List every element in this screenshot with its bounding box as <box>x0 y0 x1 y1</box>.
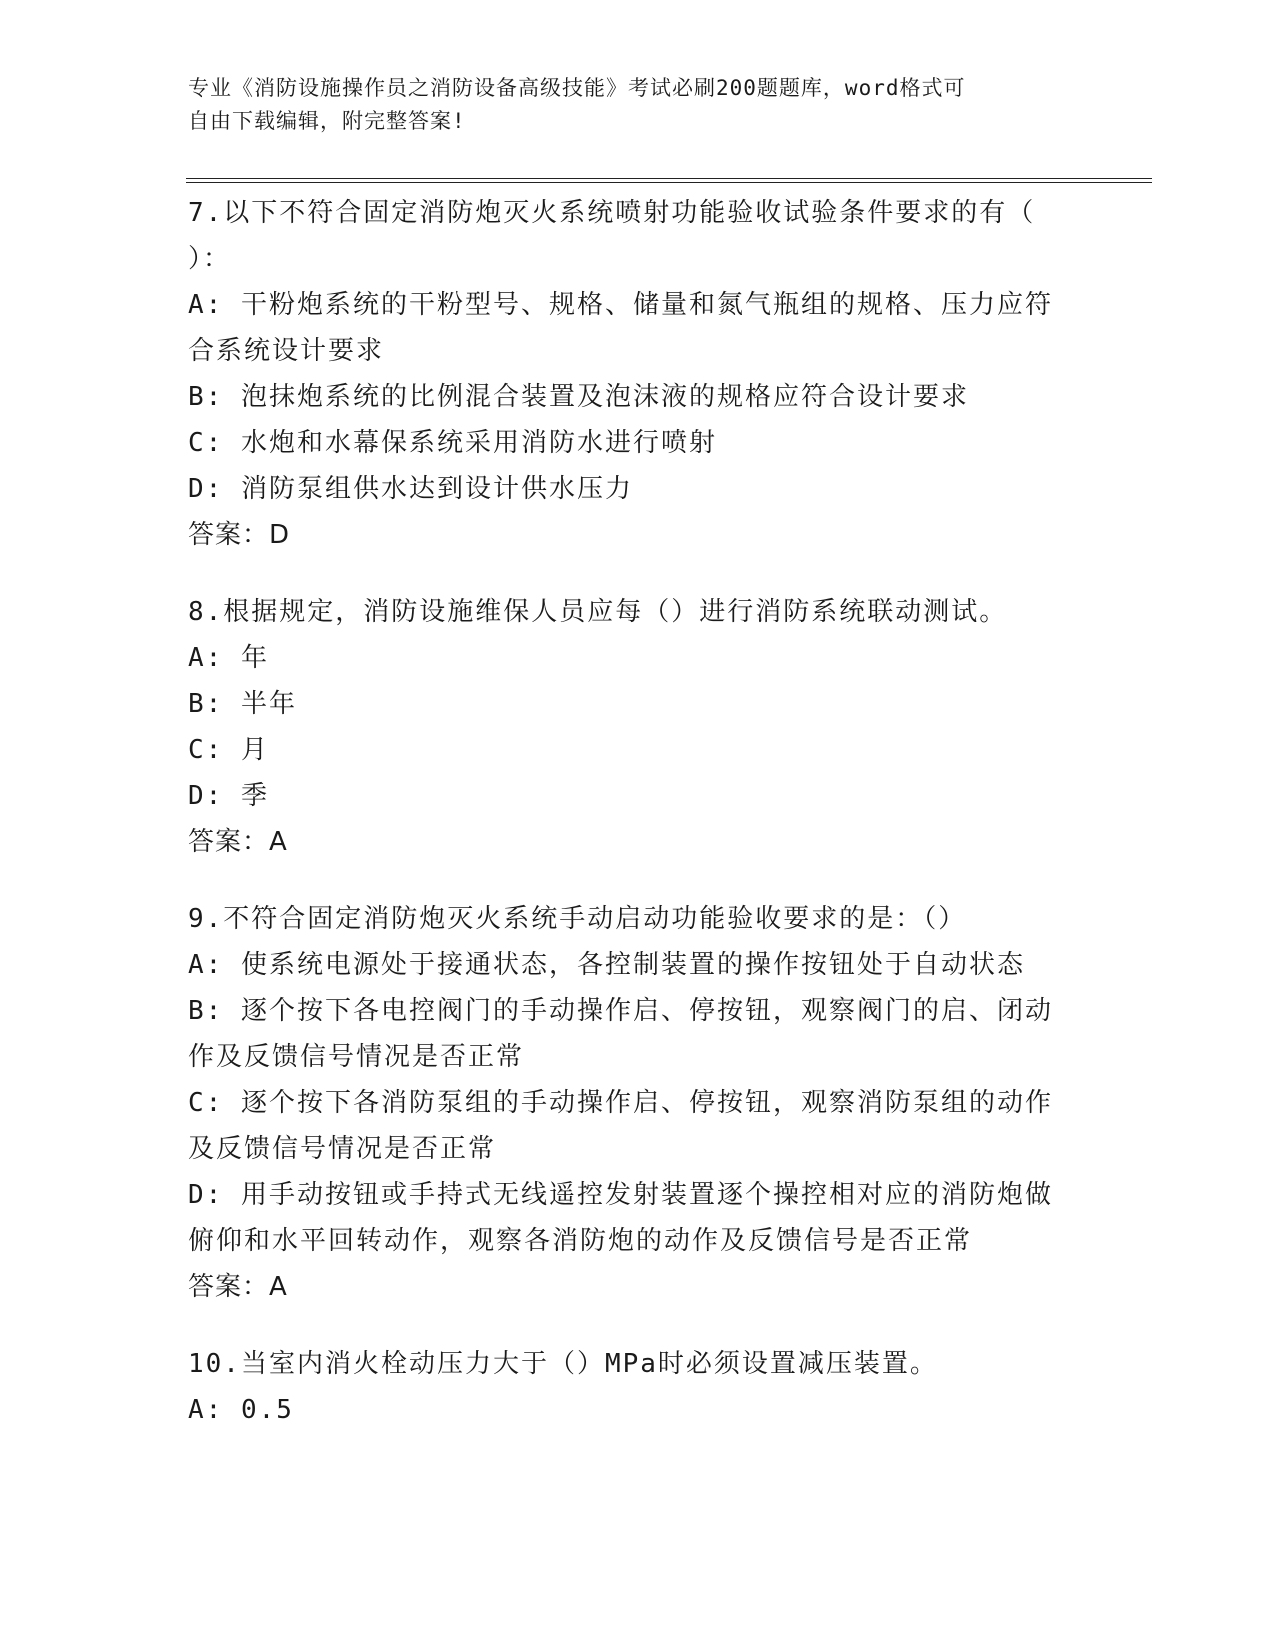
document-header <box>188 72 1088 138</box>
question-stem: 7.以下不符合固定消防炮灭火系统喷射功能验收试验条件要求的有（ <box>188 198 1036 228</box>
option-d: D: 季 <box>188 781 269 811</box>
option-d: 俯仰和水平回转动作，观察各消防炮的动作及反馈信号是否正常 <box>188 1226 973 1256</box>
option-b: 作及反馈信号情况是否正常 <box>188 1042 525 1072</box>
option-d: D: 消防泵组供水达到设计供水压力 <box>188 474 633 504</box>
option-c: C: 水炮和水幕保系统采用消防水进行喷射 <box>188 428 717 458</box>
answer-label: 答案：A <box>188 1272 288 1302</box>
question-stem: ）： <box>188 244 232 274</box>
question-7 <box>188 190 1088 558</box>
option-b: B: 泡抹炮系统的比例混合装置及泡沫液的规格应符合设计要求 <box>188 382 969 412</box>
option-a: A: 年 <box>188 643 269 673</box>
option-c: 及反馈信号情况是否正常 <box>188 1134 497 1164</box>
question-9 <box>188 896 1088 1310</box>
question-stem: 9.不符合固定消防炮灭火系统手动启动功能验收要求的是：（） <box>188 904 967 934</box>
option-d: D: 用手动按钮或手持式无线遥控发射装置逐个操控相对应的消防炮做 <box>188 1180 1053 1210</box>
option-c: C: 逐个按下各消防泵组的手动操作启、停按钮，观察消防泵组的动作 <box>188 1088 1053 1118</box>
option-b: B: 半年 <box>188 689 297 719</box>
header-divider-bottom <box>186 182 1152 183</box>
question-10 <box>188 1341 1088 1433</box>
header-line-1: 专业《消防设施操作员之消防设备高级技能》考试必刷200题题库，word格式可 <box>188 76 966 100</box>
header-divider-top <box>186 178 1152 179</box>
option-a: A: 干粉炮系统的干粉型号、规格、储量和氮气瓶组的规格、压力应符 <box>188 290 1053 320</box>
option-a: 合系统设计要求 <box>188 336 385 366</box>
option-c: C: 月 <box>188 735 269 765</box>
question-list <box>188 190 1088 1464</box>
question-8 <box>188 589 1088 865</box>
option-b: B: 逐个按下各电控阀门的手动操作启、停按钮，观察阀门的启、闭动 <box>188 996 1053 1026</box>
answer-label: 答案：A <box>188 827 288 857</box>
answer-label: 答案：D <box>188 520 291 550</box>
option-a: A: 0.5 <box>188 1395 294 1425</box>
option-a: A: 使系统电源处于接通状态，各控制装置的操作按钮处于自动状态 <box>188 950 1025 980</box>
question-stem: 8.根据规定，消防设施维保人员应每（）进行消防系统联动测试。 <box>188 597 1008 627</box>
header-line-2: 自由下载编辑，附完整答案! <box>188 109 466 133</box>
question-stem: 10.当室内消火栓动压力大于（）MPa时必须设置减压装置。 <box>188 1349 938 1379</box>
